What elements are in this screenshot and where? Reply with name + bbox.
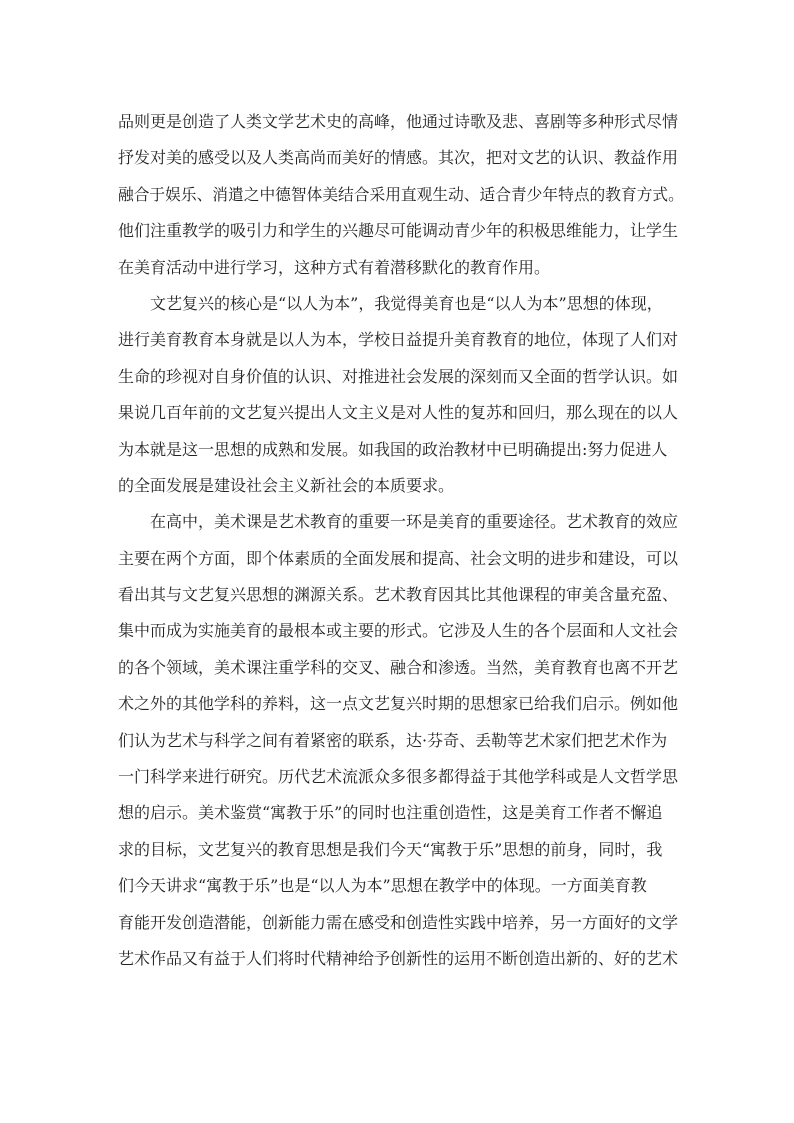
text-line: 的各个领域，美术课注重学科的交叉、融合和渗透。当然，美育教育也离不开艺	[118, 657, 679, 677]
text-line: 一门科学来进行研究。历代艺术流派众多很多都得益于其他学科或是人文哲学思	[118, 767, 679, 787]
text-line: 育能开发创造潜能，创新能力需在感受和创造性实践中培养，另一方面好的文学	[118, 912, 679, 932]
text-line: 生命的珍视对自身价值的认识、对推进社会发展的深刻而又全面的哲学认识。如	[118, 366, 679, 386]
text-line: 果说几百年前的文艺复兴提出人文主义是对人性的复苏和回归，那么现在的以人	[118, 403, 679, 423]
text-line: 在高中，美术课是艺术教育的重要一环是美育的重要途径。艺术教育的效应	[150, 512, 679, 532]
text-line: 他们注重教学的吸引力和学生的兴趣尽可能调动青少年的积极思维能力，让学生	[118, 221, 679, 241]
text-line: 想的启示。美术鉴赏“寓教于乐”的同时也注重创造性，这是美育工作者不懈追	[118, 803, 663, 823]
text-line: 集中而成为实施美育的最根本或主要的形式。它涉及人生的各个层面和人文社会	[118, 621, 679, 641]
text-line: 主要在两个方面，即个体素质的全面发展和提高、社会文明的进步和建设，可以	[118, 548, 679, 568]
text-line: 品则更是创造了人类文学艺术史的高峰，他通过诗歌及悲、喜剧等多种形式尽情	[118, 112, 679, 131]
text-line: 为本就是这一思想的成熟和发展。如我国的政治教材中已明确提出:努力促进人	[118, 439, 668, 459]
paragraph-3	[118, 504, 684, 977]
document-body	[118, 104, 684, 977]
text-line: 们认为艺术与科学之间有着紧密的联系，达·芬奇、丢勒等艺术家们把艺术作为	[118, 730, 668, 750]
text-line: 们今天讲求“寓教于乐”也是“以人为本”思想在教学中的体现。一方面美育教	[118, 876, 647, 896]
text-line: 融合于娱乐、消遣之中德智体美结合采用直观生动、适合青少年特点的教育方式。	[118, 184, 684, 204]
text-line: 在美育活动中进行学习，这种方式有着潜移默化的教育作用。	[118, 257, 551, 277]
text-line: 进行美育教育本身就是以人为本，学校日益提升美育教育的地位，体现了人们对	[118, 330, 679, 350]
paragraph-2	[118, 286, 684, 504]
text-line: 艺术作品又有益于人们将时代精神给予创新性的运用不断创造出新的、好的艺术	[118, 948, 679, 968]
text-line: 求的目标，文艺复兴的教育思想是我们今天“寓教于乐”思想的前身，同时，我	[118, 839, 663, 859]
text-line: 文艺复兴的核心是“以人为本”，我觉得美育也是“以人为本”思想的体现，	[150, 293, 663, 313]
text-line: 术之外的其他学科的养料，这一点文艺复兴时期的思想家已给我们启示。例如他	[118, 694, 679, 714]
text-line: 看出其与文艺复兴思想的渊源关系。艺术教育因其比其他课程的审美含量充盈、	[118, 585, 679, 605]
text-line: 的全面发展是建设社会主义新社会的本质要求。	[118, 475, 455, 495]
text-line: 抒发对美的感受以及人类高尚而美好的情感。其次，把对文艺的认识、教益作用	[118, 148, 679, 168]
paragraph-1	[118, 104, 684, 286]
